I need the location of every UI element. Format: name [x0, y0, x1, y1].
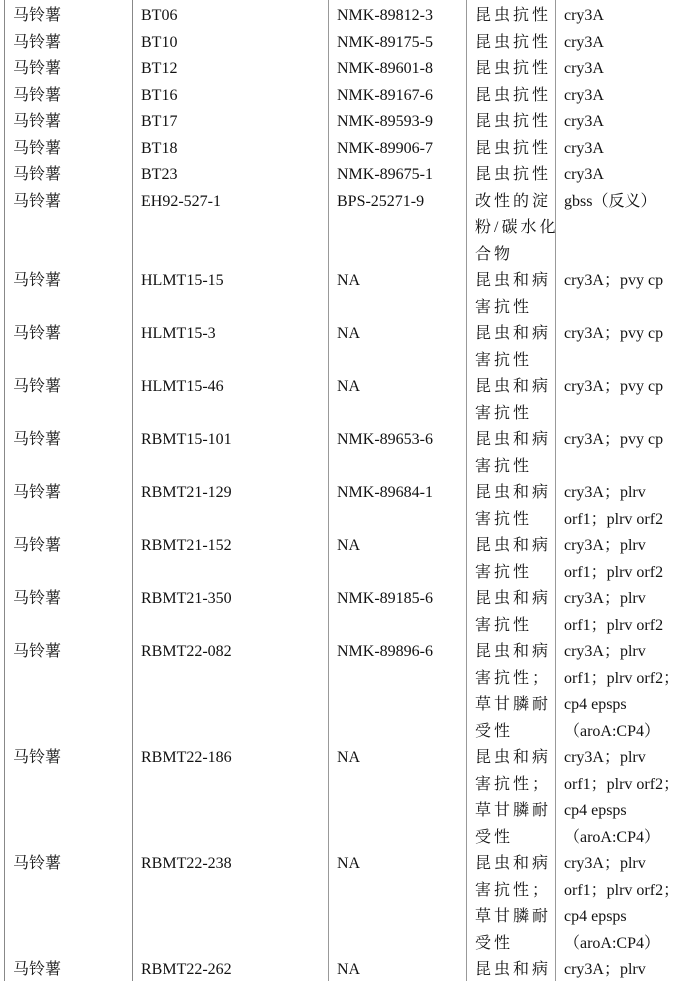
event-cell: BT16 [132, 80, 328, 107]
unique-id-cell: NMK-89593-9 [328, 106, 466, 133]
unique-id-cell: NA [328, 742, 466, 848]
trait-cell-line: 昆虫和病 [475, 961, 552, 978]
table-row [0, 186, 688, 266]
genes-cell-line: cry3A [564, 86, 604, 104]
crop-cell: 马铃薯 [4, 106, 132, 133]
unique-id-cell: NMK-89601-8 [328, 53, 466, 80]
event-cell: EH92-527-1 [132, 186, 328, 266]
genes-cell-line: cp4 epsps [564, 802, 627, 819]
genes-cell-line: orf1；plrv orf2； [564, 775, 680, 793]
genes-cell-line: （aroA:CP4） [564, 934, 661, 952]
genes-cell-line: cp4 epsps [564, 696, 627, 713]
crop-cell: 马铃薯 [4, 583, 132, 636]
trait-cell-line: 害抗性 [475, 616, 533, 634]
table-row [0, 636, 688, 742]
genes-cell-line: cry3A [564, 60, 604, 77]
genes-cell [555, 159, 688, 186]
genes-cell-line: orf1；plrv orf2； [564, 669, 680, 687]
trait-cell-line: 昆虫抗性 [475, 33, 552, 51]
trait-cell [466, 106, 555, 133]
unique-id-cell: NA [328, 954, 466, 981]
trait-cell-line: 昆虫抗性 [475, 139, 552, 157]
trait-cell-line: 害抗性； [475, 669, 552, 687]
event-cell: RBMT22-262 [132, 954, 328, 981]
genes-cell-line: cry3A；plrv [564, 749, 646, 766]
genes-cell-line: cry3A [564, 139, 604, 157]
trait-cell-line: 草甘膦耐 [475, 908, 552, 925]
trait-cell [466, 424, 555, 477]
event-cell: BT06 [132, 0, 328, 27]
unique-id-cell: NA [328, 371, 466, 424]
table-row [0, 0, 688, 27]
crop-cell: 马铃薯 [4, 371, 132, 424]
trait-cell [466, 265, 555, 318]
crop-cell: 马铃薯 [4, 0, 132, 27]
unique-id-cell: NMK-89175-5 [328, 27, 466, 54]
trait-cell-line: 昆虫和病 [475, 484, 552, 501]
crop-cell: 马铃薯 [4, 954, 132, 981]
trait-cell-line: 昆虫和病 [475, 325, 552, 342]
trait-cell-line: 昆虫和病 [475, 590, 552, 607]
trait-cell [466, 27, 555, 54]
genes-cell-line: cry3A [564, 33, 604, 51]
trait-cell [466, 371, 555, 424]
genes-cell [555, 80, 688, 107]
unique-id-cell: NMK-89167-6 [328, 80, 466, 107]
genes-cell-line: cry3A；pvy cp [564, 431, 664, 448]
genes-cell-line: orf1；plrv orf2； [564, 881, 680, 899]
table-row [0, 742, 688, 848]
trait-cell-line: 粉/碳水化 [475, 219, 559, 236]
event-cell: HLMT15-15 [132, 265, 328, 318]
event-cell: RBMT22-238 [132, 848, 328, 954]
trait-cell-line: 害抗性 [475, 457, 533, 475]
event-cell: RBMT22-082 [132, 636, 328, 742]
trait-cell [466, 954, 555, 981]
trait-cell [466, 133, 555, 160]
unique-id-cell: NMK-89906-7 [328, 133, 466, 160]
crop-cell: 马铃薯 [4, 848, 132, 954]
trait-cell-line: 受性 [475, 828, 514, 846]
genes-cell-line: cry3A [564, 166, 604, 183]
genes-cell [555, 742, 688, 848]
unique-id-cell: NA [328, 265, 466, 318]
event-cell: HLMT15-46 [132, 371, 328, 424]
trait-cell-line: 害抗性 [475, 298, 533, 316]
genes-cell-line: （aroA:CP4） [564, 722, 661, 740]
genes-cell [555, 954, 688, 981]
trait-cell-line: 害抗性 [475, 404, 533, 422]
trait-cell [466, 636, 555, 742]
table-row [0, 80, 688, 107]
event-cell: RBMT21-350 [132, 583, 328, 636]
crop-cell: 马铃薯 [4, 53, 132, 80]
crop-cell: 马铃薯 [4, 27, 132, 54]
trait-cell-line: 受性 [475, 722, 514, 740]
unique-id-cell: NA [328, 318, 466, 371]
trait-cell-line: 昆虫和病 [475, 643, 552, 660]
genes-cell [555, 371, 688, 424]
unique-id-cell: NMK-89185-6 [328, 583, 466, 636]
event-cell: BT18 [132, 133, 328, 160]
genes-cell [555, 848, 688, 954]
trait-cell [466, 530, 555, 583]
trait-cell-line: 昆虫抗性 [475, 86, 552, 104]
genes-cell [555, 477, 688, 530]
table-row [0, 530, 688, 583]
event-cell: BT12 [132, 53, 328, 80]
trait-cell-line: 害抗性； [475, 775, 552, 793]
trait-cell-line: 昆虫抗性 [475, 166, 552, 183]
trait-cell [466, 742, 555, 848]
trait-cell-line: 草甘膦耐 [475, 696, 552, 713]
trait-cell-line: 昆虫和病 [475, 749, 552, 766]
trait-cell [466, 848, 555, 954]
unique-id-cell: NMK-89675-1 [328, 159, 466, 186]
event-cell: BT23 [132, 159, 328, 186]
trait-cell-line: 昆虫抗性 [475, 7, 552, 24]
genes-cell-line: gbss（反义） [564, 192, 657, 210]
genes-cell [555, 265, 688, 318]
event-cell: RBMT21-152 [132, 530, 328, 583]
trait-cell-line: 昆虫抗性 [475, 60, 552, 77]
trait-cell [466, 318, 555, 371]
genes-cell-line: （aroA:CP4） [564, 828, 661, 846]
genes-cell-line: cry3A；plrv [564, 961, 646, 978]
genes-cell [555, 530, 688, 583]
trait-cell-line: 昆虫和病 [475, 537, 552, 554]
crop-cell: 马铃薯 [4, 80, 132, 107]
genes-cell-line: orf1；plrv orf2 [564, 510, 664, 528]
trait-cell [466, 477, 555, 530]
genes-cell-line: cry3A；plrv [564, 484, 646, 501]
trait-cell-line: 昆虫抗性 [475, 113, 552, 130]
crop-cell: 马铃薯 [4, 742, 132, 848]
genes-cell [555, 53, 688, 80]
genes-cell-line: cry3A；pvy cp [564, 378, 664, 395]
genes-cell-line: cry3A；plrv [564, 643, 646, 660]
trait-cell-line: 昆虫和病 [475, 431, 552, 448]
table-row [0, 848, 688, 954]
table-row [0, 27, 688, 54]
table-row [0, 583, 688, 636]
crop-cell: 马铃薯 [4, 636, 132, 742]
genes-cell-line: cry3A；pvy cp [564, 272, 664, 289]
crop-cell: 马铃薯 [4, 530, 132, 583]
crop-cell: 马铃薯 [4, 133, 132, 160]
trait-cell [466, 53, 555, 80]
genes-cell [555, 106, 688, 133]
unique-id-cell: NMK-89653-6 [328, 424, 466, 477]
trait-cell [466, 583, 555, 636]
genes-cell [555, 186, 688, 266]
genes-cell-line: cry3A；pvy cp [564, 325, 664, 342]
crop-cell: 马铃薯 [4, 186, 132, 266]
table-row [0, 106, 688, 133]
event-cell: RBMT22-186 [132, 742, 328, 848]
crop-cell: 马铃薯 [4, 318, 132, 371]
table-row [0, 265, 688, 318]
crop-cell: 马铃薯 [4, 265, 132, 318]
table-row [0, 424, 688, 477]
unique-id-cell: NMK-89896-6 [328, 636, 466, 742]
unique-id-cell: NA [328, 848, 466, 954]
trait-cell [466, 80, 555, 107]
genes-cell [555, 583, 688, 636]
trait-cell-line: 昆虫和病 [475, 272, 552, 289]
crop-cell: 马铃薯 [4, 424, 132, 477]
crop-cell: 马铃薯 [4, 159, 132, 186]
table-row [0, 159, 688, 186]
genes-cell-line: cry3A [564, 113, 604, 130]
table-row [0, 371, 688, 424]
unique-id-cell: NMK-89684-1 [328, 477, 466, 530]
table-row [0, 53, 688, 80]
unique-id-cell: NA [328, 530, 466, 583]
trait-cell-line: 受性 [475, 934, 514, 952]
table-row [0, 318, 688, 371]
genes-cell [555, 636, 688, 742]
table-row [0, 133, 688, 160]
unique-id-cell: BPS-25271-9 [328, 186, 466, 266]
genes-cell-line: cry3A；plrv [564, 537, 646, 554]
event-cell: RBMT21-129 [132, 477, 328, 530]
genes-cell-line: cp4 epsps [564, 908, 627, 925]
trait-cell-line: 害抗性； [475, 881, 552, 899]
trait-cell-line: 昆虫和病 [475, 855, 552, 872]
trait-cell [466, 159, 555, 186]
trait-cell-line: 害抗性 [475, 351, 533, 369]
trait-cell-line: 改性的淀 [475, 192, 552, 210]
event-cell: RBMT15-101 [132, 424, 328, 477]
genes-cell-line: cry3A [564, 7, 604, 24]
genes-cell-line: orf1；plrv orf2 [564, 616, 664, 634]
genes-cell-line: cry3A；plrv [564, 855, 646, 872]
genes-cell-line: cry3A；plrv [564, 590, 646, 607]
trait-cell [466, 186, 559, 266]
trait-cell-line: 合物 [475, 245, 514, 263]
table-row [0, 954, 688, 981]
event-cell: BT10 [132, 27, 328, 54]
trait-cell-line: 昆虫和病 [475, 378, 552, 395]
event-cell: BT17 [132, 106, 328, 133]
genes-cell [555, 0, 688, 27]
genes-cell-line: orf1；plrv orf2 [564, 563, 664, 581]
trait-cell [466, 0, 555, 27]
unique-id-cell: NMK-89812-3 [328, 0, 466, 27]
genes-cell [555, 424, 688, 477]
table-row [0, 477, 688, 530]
trait-cell-line: 害抗性 [475, 563, 533, 581]
genes-cell [555, 133, 688, 160]
event-cell: HLMT15-3 [132, 318, 328, 371]
genes-cell [555, 318, 688, 371]
trait-cell-line: 草甘膦耐 [475, 802, 552, 819]
genes-cell [555, 27, 688, 54]
trait-cell-line: 害抗性 [475, 510, 533, 528]
crop-cell: 马铃薯 [4, 477, 132, 530]
